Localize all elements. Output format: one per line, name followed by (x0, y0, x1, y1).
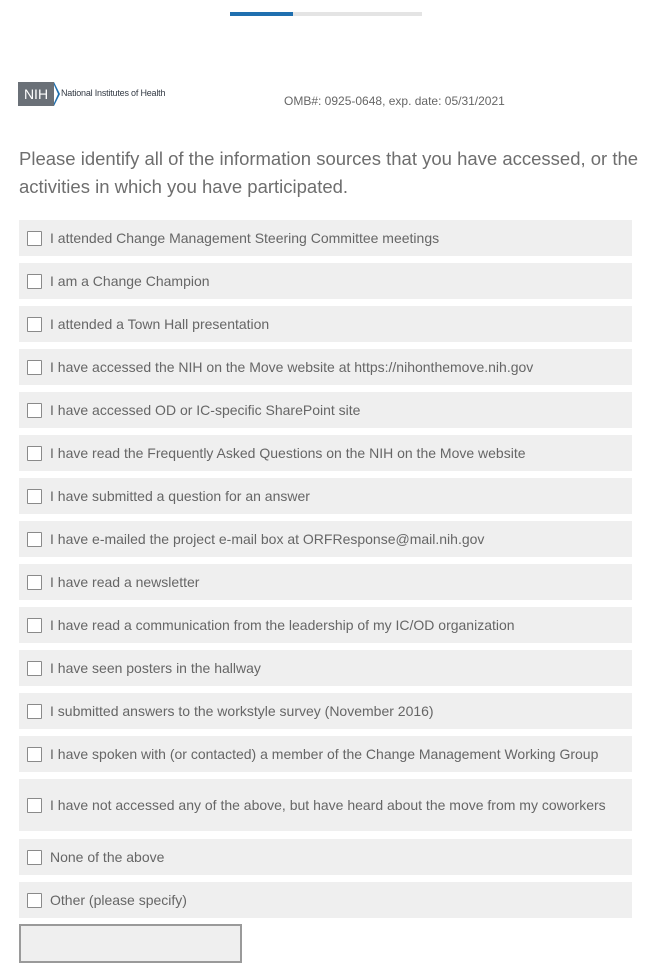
checkbox[interactable] (27, 274, 42, 289)
option-emailed-project[interactable] (19, 521, 632, 557)
progress-bar (230, 12, 422, 16)
options-list (19, 220, 632, 925)
option-town-hall[interactable] (19, 306, 632, 342)
option-label: I am a Change Champion (50, 273, 210, 289)
option-label: I have spoken with (or contacted) a member of the Change Management Working Group (50, 746, 599, 762)
option-label: I have seen posters in the hallway (50, 660, 261, 676)
checkbox[interactable] (27, 798, 42, 813)
option-label: I have accessed the NIH on the Move website at https://nihonthemove.nih.gov (50, 359, 534, 375)
option-faq[interactable] (19, 435, 632, 471)
option-none[interactable] (19, 839, 632, 875)
checkbox[interactable] (27, 618, 42, 633)
option-sharepoint[interactable] (19, 392, 632, 428)
option-leadership-communication[interactable] (19, 607, 632, 643)
nih-logo (18, 82, 165, 106)
nih-logo-mark (18, 82, 60, 106)
option-label: I attended a Town Hall presentation (50, 316, 270, 332)
option-label: I submitted answers to the workstyle survey (November 2016) (50, 703, 434, 719)
other-specify-input[interactable] (19, 924, 242, 963)
checkbox[interactable] (27, 575, 42, 590)
progress-bar-fill (230, 12, 293, 16)
nih-logo-mark-text: NIH (23, 86, 49, 102)
checkbox[interactable] (27, 893, 42, 908)
question-text: Please identify all of the information sources that you have accessed, or the activities in which you have participated. (19, 148, 639, 197)
checkbox[interactable] (27, 532, 42, 547)
nih-org-name: National Institutes of Health (61, 87, 166, 98)
option-working-group[interactable] (19, 736, 632, 772)
option-website[interactable] (19, 349, 632, 385)
option-label: I have submitted a question for an answer (50, 488, 310, 504)
option-steering-committee[interactable] (19, 220, 632, 256)
option-label: Other (please specify) (50, 892, 187, 908)
option-change-champion[interactable] (19, 263, 632, 299)
option-other[interactable] (19, 882, 632, 918)
option-label: I have not accessed any of the above, but have heard about the move from my coworkers (50, 797, 606, 813)
option-label: I have read the Frequently Asked Questions on the NIH on the Move website (50, 445, 526, 461)
option-label: I attended Change Management Steering Committee meetings (50, 230, 440, 246)
omb-number: OMB#: 0925-0648, exp. date: 05/31/2021 (284, 94, 505, 108)
option-label: I have accessed OD or IC-specific SharePoint site (50, 402, 361, 418)
option-workstyle-survey[interactable] (19, 693, 632, 729)
checkbox[interactable] (27, 446, 42, 461)
option-posters[interactable] (19, 650, 632, 686)
checkbox[interactable] (27, 747, 42, 762)
option-label: I have read a communication from the leadership of my IC/OD organization (50, 617, 515, 633)
checkbox[interactable] (27, 231, 42, 246)
option-submitted-question[interactable] (19, 478, 632, 514)
option-label: I have e-mailed the project e-mail box at ORFResponse@mail.nih.gov (50, 531, 485, 547)
checkbox[interactable] (27, 360, 42, 375)
checkbox[interactable] (27, 489, 42, 504)
option-label: I have read a newsletter (50, 574, 200, 590)
checkbox[interactable] (27, 850, 42, 865)
option-heard-from-coworkers[interactable] (19, 779, 632, 831)
checkbox[interactable] (27, 317, 42, 332)
option-label: None of the above (50, 849, 165, 865)
checkbox[interactable] (27, 661, 42, 676)
checkbox[interactable] (27, 403, 42, 418)
option-newsletter[interactable] (19, 564, 632, 600)
checkbox[interactable] (27, 704, 42, 719)
